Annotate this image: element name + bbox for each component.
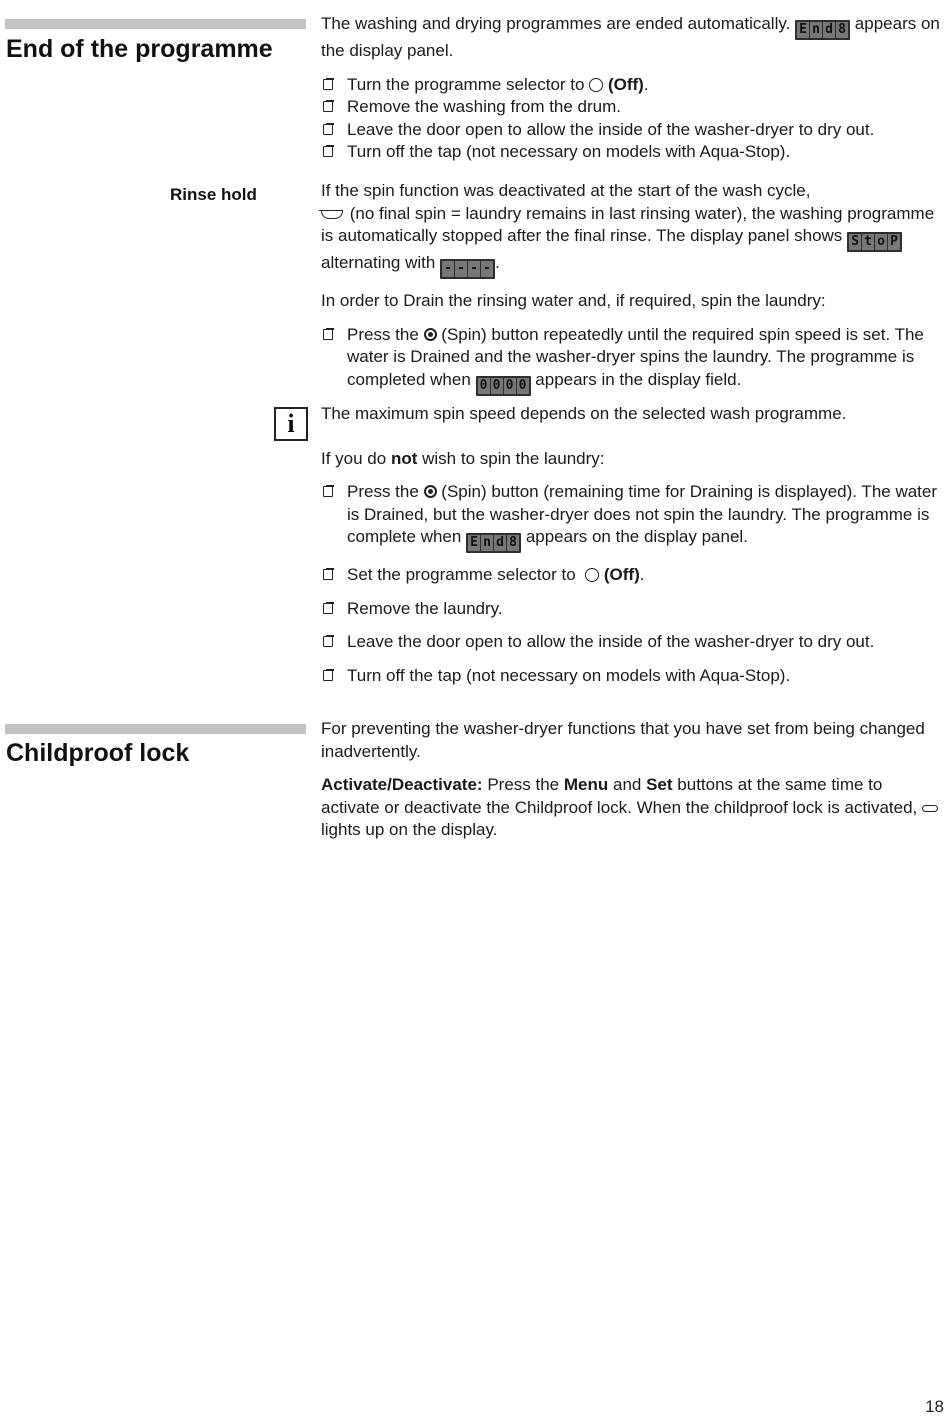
info-icon: i [274,407,308,441]
display-zero-icon: 0 0 0 0 [476,376,531,396]
spin-icon [424,328,437,341]
off-circle-icon [585,568,599,582]
section-bar [5,19,306,29]
checkbox-bullet-icon [323,670,333,681]
display-dash-icon: - - - - [440,259,495,279]
list-item: Remove the laundry. [321,598,943,621]
list-item: Remove the washing from the drum. [321,96,943,119]
childlock-key-icon [922,805,938,812]
section-title: End of the programme [6,35,273,63]
checkbox-bullet-icon [323,569,333,580]
childproof-lock-body [321,718,943,842]
list-item: Press the (Spin) button repeatedly until the required spin speed is set. The water is Drained and the washer-dryer spins the laundry. The programme is completed when 0 0 0 0 appears in the display field. [321,324,943,396]
spin-icon [424,485,437,498]
checkbox-bullet-icon [323,603,333,614]
display-end-icon: E n d 8 [466,533,521,553]
list-item: Leave the door open to allow the inside of the washer-dryer to dry out. [321,631,943,654]
list-item: Leave the door open to allow the inside of the washer-dryer to dry out. [321,119,943,142]
no-final-spin-icon [321,210,343,219]
display-end-icon: E n d 8 [795,20,850,40]
list-item: Turn off the tap (not necessary on models with Aqua-Stop). [321,665,943,688]
display-stop-icon: S t o P [847,232,902,252]
checkbox-bullet-icon [323,101,333,112]
drain-paragraph: In order to Drain the rinsing water and, if required, spin the laundry: [321,291,826,310]
checkbox-bullet-icon [323,146,333,157]
rinse-hold-paragraph: If the spin function was deactivated at the start of the wash cycle, (no final spin = laundry remains in last rinsing water), the washing programme is automatically stopped after the final rinse. The display panel shows S t o P alternating with - - - - . [321,180,943,279]
childproof-instructions: Activate/Deactivate: Press the Menu and Set buttons at the same time to activate or deactivate the Childproof lock. When the childproof lock is activated, lights up on the display. [321,774,943,842]
list-item: Turn the programme selector to (Off). [321,74,943,97]
list-item: Press the (Spin) button (remaining time for Draining is displayed). The water is Drained, but the washer-dryer does not spin the laundry. The programme is complete when E n d 8 appears on the display panel. [321,481,943,553]
info-body [321,403,943,687]
checkbox-bullet-icon [323,329,333,340]
info-text: The maximum spin speed depends on the selected wash programme. [321,404,847,423]
off-circle-icon [589,78,603,92]
section-bar [5,724,306,734]
end-of-programme-body [321,13,943,164]
intro-paragraph: The washing and drying programmes are ended automatically. E n d 8 appears on the display panel. [321,14,940,60]
checkbox-bullet-icon [323,79,333,90]
page-number: 18 [925,1397,944,1416]
childproof-intro: For preventing the washer-dryer functions that you have set from being changed inadvertently. [321,719,925,761]
checkbox-bullet-icon [323,486,333,497]
checkbox-bullet-icon [323,636,333,647]
list-item: Turn off the tap (not necessary on models with Aqua-Stop). [321,141,943,164]
section-title: Childproof lock [6,739,190,767]
rinse-hold-body [321,180,943,396]
subsection-title: Rinse hold [170,185,257,204]
checkbox-bullet-icon [323,124,333,135]
no-spin-paragraph: If you do not wish to spin the laundry: [321,448,605,468]
list-item: Set the programme selector to (Off). [321,564,943,587]
